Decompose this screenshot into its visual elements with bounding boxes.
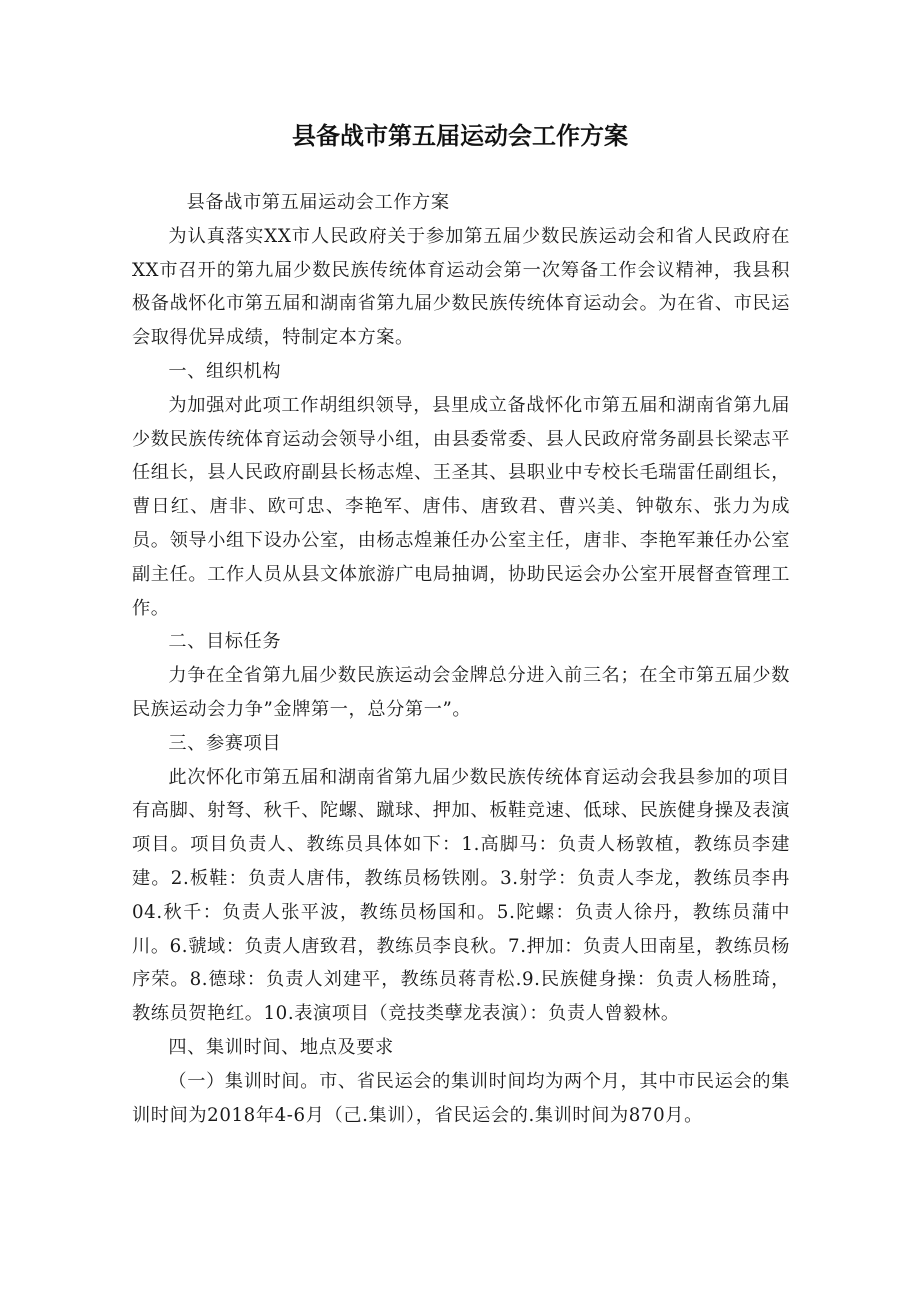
document-body: [132, 186, 790, 1132]
section-heading-training: 四、集训时间、地点及要求: [168, 1036, 394, 1058]
section-heading-events: 三、参赛项目: [168, 732, 282, 754]
document-subtitle: 县备战市第五届运动会工作方案: [186, 192, 450, 213]
section-heading-goals: 二、目标任务: [168, 631, 282, 653]
document-title: 县备战市第五届运动会工作方案: [292, 122, 628, 150]
organization-paragraph: 为加强对此项工作胡组织领导，县里成立备战怀化市第五届和湖南省第九届少数民族传统体育运动会领导小组，由县委常委、县人民政府常务副县长梁志平任组长，县人民政府副县长杨志煌、王圣其、县职业中专校长毛瑞雷任副组长，曹日红、唐非、欧可忠、李艳军、唐伟、唐致君、曹兴美、钟敬东、张力为成员。领导小组下设办公室，由杨志煌兼任办公室主任，唐非、李艳军兼任办公室副主任。工作人员从县文体旅游广电局抽调，协助民运会办公室开展督查管理工作。: [132, 394, 790, 619]
intro-paragraph: 为认真落实XX市人民政府关于参加第五届少数民族运动会和省人民政府在XX市召开的第九届少数民族传统体育运动会第一次筹备工作会议精神，我县积极备战怀化市第五届和湖南省第九届少数民族传统体育运动会。为在省、市民运会取得优异成绩，特制定本方案。: [132, 225, 790, 349]
training-paragraph: （一）集训时间。市、省民运会的集训时间均为两个月，其中市民运会的集训时间为2018年4-6月（己.集训），省民运会的.集训时间为870月。: [132, 1070, 790, 1126]
goals-paragraph: 力争在全省第九届少数民族运动会金牌总分进入前三名；在全市第五届少数民族运动会力争”金牌第一，总分第一”。: [132, 665, 790, 720]
events-paragraph: 此次怀化市第五届和湖南省第九届少数民族传统体育运动会我县参加的项目有高脚、射弩、秋千、陀螺、蹴球、押加、板鞋竞速、低球、民族健身操及表演项目。项目负责人、教练员具体如下：1.高脚马：负责人杨敦植，教练员李建建。2.板鞋：负责人唐伟，教练员杨铁刚。3.射学：负责人李龙，教练员李冉04.秋千：负责人张平波，教练员杨国和。5.陀螺：负责人徐丹，教练员蒲中川。6.虢域：负责人唐致君，教练员李良秋。7.押加：负责人田南星，教练员杨序荣。8.德球：负责人刘建平，教练员蒋青松.9.民族健身操：负责人杨胜琦，教练员贺艳红。10.表演项目（竞技类孽龙表演）：负责人曾毅林。: [132, 766, 790, 1025]
section-heading-organization: 一、组织机构: [168, 360, 282, 382]
